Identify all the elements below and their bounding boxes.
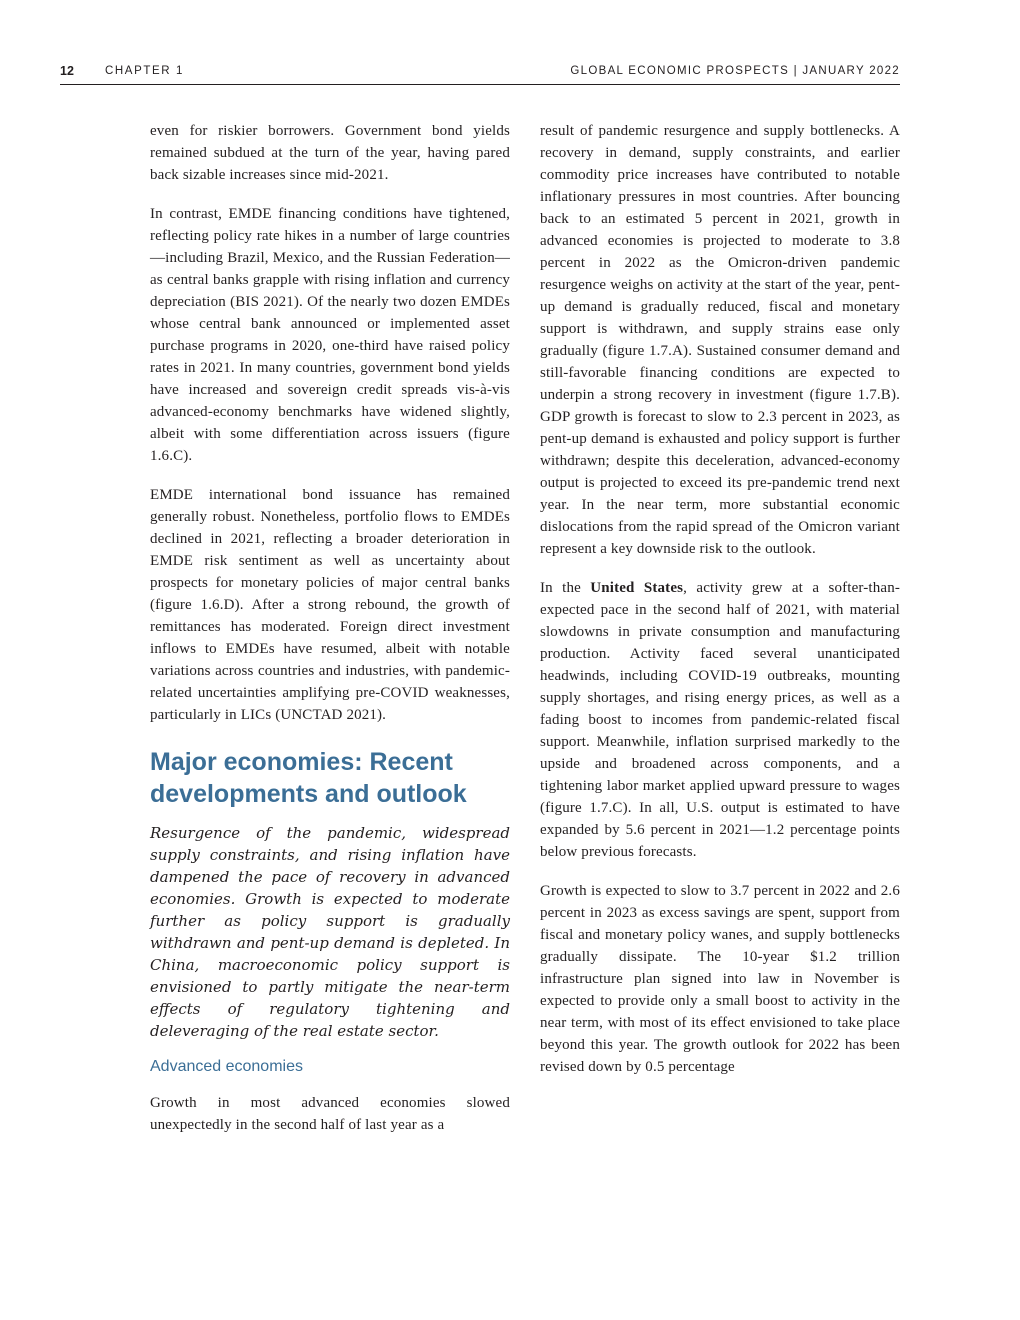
paragraph-text: , activity grew at a softer-than-expected pace in the second half of 2021, with material slowdowns in private consumption and manufacturing production. Activity faced several unanticipated headwinds, including COVID-19 outbreaks, mounting supply shortages, and rising energy prices, as well as a fading boost to incomes from pandemic-related fiscal support. Meanwhile, inflation surprised markedly to the upside and broadened across components, and a tightening labor market applied upward pressure to wages (figure 1.7.C). In all, U.S. output is estimated to have expanded by 5.6 percent in 2021—1.2 percentage points below previous forecasts.: [540, 580, 900, 860]
body-paragraph: even for riskier borrowers. Government bond yields remained subdued at the turn of the year, having pared back sizable increases since mid-2021.: [150, 123, 510, 183]
running-title: GLOBAL ECONOMIC PROSPECTS | JANUARY 2022: [570, 65, 900, 77]
country-name: United States: [590, 580, 684, 596]
body-paragraph: EMDE international bond issuance has remained generally robust. Nonetheless, portfolio flows to EMDEs declined in 2021, reflecting a broader deterioration in EMDE risk sentiment as well as uncertainty about prospects for monetary policies of major central banks (figure 1.6.D). After a strong rebound, the growth of remittances has moderated. Foreign direct investment inflows to EMDEs have resumed, albeit with notable variations across countries and industries, with pandemic-related uncertainties amplifying pre-COVID weaknesses, particularly in LICs (UNCTAD 2021).: [150, 487, 510, 723]
section-summary: Resurgence of the pandemic, widespread supply constraints, and rising inflation have dampened the pace of recovery in advanced economies. Growth is expected to moderate further as policy support is gradually withdrawn and pent-up demand is depleted. In China, macroeconomic policy support is envisioned to partly mitigate the near-term effects of regulatory tightening and deleveraging of the real estate sector.: [150, 824, 510, 1040]
body-paragraph: Growth in most advanced economies slowed unexpectedly in the second half of last year as a: [150, 1095, 510, 1133]
lead-text: In the: [540, 580, 591, 596]
subheading-advanced-economies: Advanced economies: [150, 1058, 303, 1075]
left-column: [150, 120, 510, 1153]
body-paragraph-united-states: [540, 577, 900, 863]
chapter-label: CHAPTER 1: [105, 65, 184, 77]
page-number: 12: [60, 64, 74, 78]
section-heading: Major economies: Recent developments and outlook: [150, 748, 467, 808]
right-column: [540, 120, 900, 1095]
body-paragraph: Growth is expected to slow to 3.7 percent in 2022 and 2.6 percent in 2023 as excess savings are spent, support from fiscal and monetary policy wanes, and supply bottlenecks gradually dissipate. The 10-year $1.2 trillion infrastructure plan signed into law in November is expected to provide only a small boost to activity in the near term, with most of its effect envisioned to take place beyond this year. The growth outlook for 2022 has been revised down by 0.5 percentage: [540, 883, 900, 1075]
header-rule: [60, 84, 900, 85]
body-paragraph: result of pandemic resurgence and supply bottlenecks. A recovery in demand, supply constraints, and earlier commodity price increases have contributed to notable inflationary pressures in most countries. After bouncing back to an estimated 5 percent in 2021, growth in advanced economies is projected to moderate to 3.8 percent in 2022 as the Omicron-driven pandemic resurgence weighs on activity at the start of the year, pent-up demand is gradually reduced, fiscal and monetary support is withdrawn, and supply strains ease only gradually (figure 1.7.A). Sustained consumer demand and still-favorable financing conditions are expected to underpin a strong recovery in investment (figure 1.7.B). GDP growth is forecast to slow to 2.3 percent in 2023, as pent-up demand is exhausted and policy support is further withdrawn; despite this deceleration, advanced-economy output is projected to exceed its pre-pandemic trend next year. In the near term, more substantial economic dislocations from the rapid spread of the Omicron variant represent a key downside risk to the outlook.: [540, 123, 900, 557]
body-paragraph: In contrast, EMDE financing conditions have tightened, reflecting policy rate hikes in a number of large countries—including Brazil, Mexico, and the Russian Federation—as central banks grapple with rising inflation and currency depreciation (BIS 2021). Of the nearly two dozen EMDEs whose central bank announced or implemented asset purchase programs in 2020, one-third have raised policy rates in 2021. In many countries, government bond yields have increased and sovereign credit spreads vis-à-vis advanced-economy benchmarks have widened slightly, albeit with some differentiation across issuers (figure 1.6.C).: [150, 206, 510, 464]
page-header: [60, 64, 900, 84]
